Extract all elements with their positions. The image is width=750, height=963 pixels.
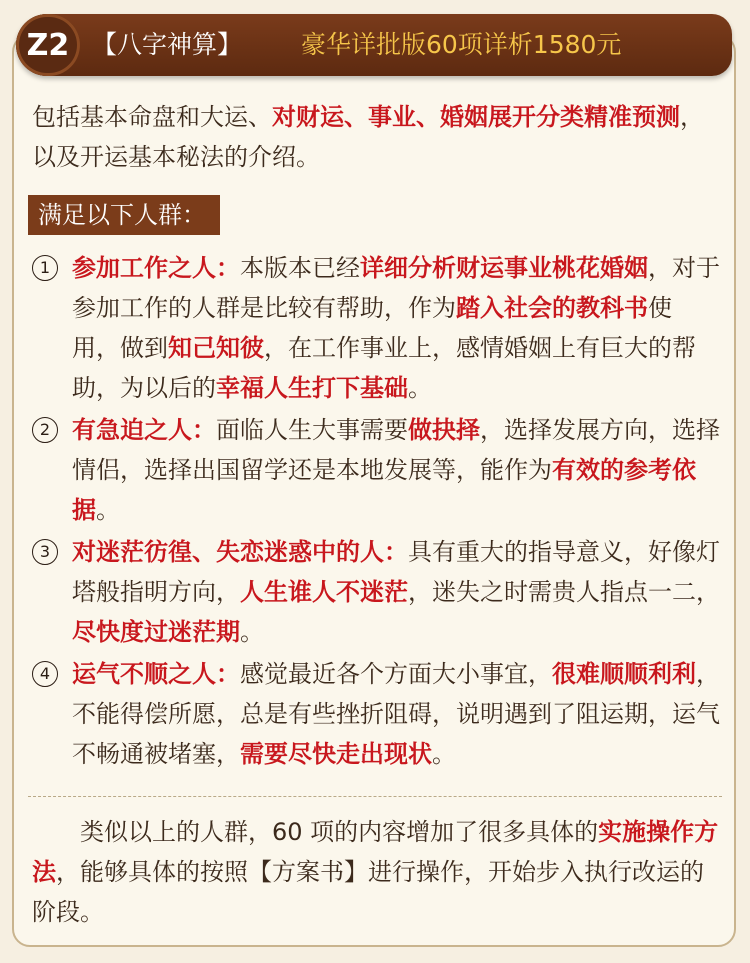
- audience-item: [32, 248, 722, 408]
- item-heading: 有急迫之人：: [72, 416, 216, 444]
- item-number: 2: [32, 410, 72, 530]
- intro-text-end: ，以及开运基本秘法的介绍。: [32, 103, 704, 171]
- item-heading: 对迷茫彷徨、失恋迷惑中的人：: [72, 538, 408, 566]
- banner-title: 【八字神算】: [92, 30, 243, 59]
- item-text: 对迷茫彷徨、失恋迷惑中的人：具有重大的指导意义，好像灯塔般指明方向，人生谁人不迷茫，迷失之时需贵人指点一二，尽快度过迷茫期。: [72, 538, 720, 646]
- item-number: 4: [32, 654, 72, 774]
- item-text: 有急迫之人：面临人生大事需要做抉择，选择发展方向，选择情侣，选择出国留学还是本地发展等，能作为有效的参考依据。: [72, 416, 720, 524]
- audience-item: [32, 532, 722, 652]
- audience-item: [32, 410, 722, 530]
- item-text: 运气不顺之人：感觉最近各个方面大小事宜，很难顺顺利利，不能得偿所愿，总是有些挫折阻碍，说明遇到了阻运期，运气不畅通被堵塞，需要尽快走出现状。: [72, 660, 720, 768]
- item-number: 1: [32, 248, 72, 408]
- title-banner: [16, 14, 732, 76]
- audience-item: [32, 654, 722, 774]
- closing-paragraph: 类似以上的人群，60 项的内容增加了很多具体的实施操作方法，能够具体的按照【方案书】进行操作，开始步入执行改运的阶段。: [32, 818, 719, 926]
- item-heading: 参加工作之人：: [72, 254, 240, 282]
- intro-text: 包括基本命盘和大运、: [32, 103, 272, 131]
- intro-paragraph: [32, 97, 722, 177]
- product-code-badge: Z2: [16, 14, 80, 76]
- item-number: 3: [32, 532, 72, 652]
- banner-price-subtitle: 豪华详批版60项详析1580元: [301, 30, 622, 59]
- item-text: 参加工作之人：本版本已经详细分析财运事业桃花婚姻，对于参加工作的人群是比较有帮助，作为踏入社会的教科书使 用，做到知己知彼，在工作事业上，感情婚姻上有巨大的帮助，为以后的幸福人生打下基础。: [72, 254, 720, 402]
- intro-highlight: 对财运、事业、婚姻展开分类精准预测: [272, 103, 680, 131]
- audience-label: 满足以下人群：: [28, 195, 220, 235]
- item-heading: 运气不顺之人：: [72, 660, 240, 688]
- dashed-divider: [28, 796, 722, 797]
